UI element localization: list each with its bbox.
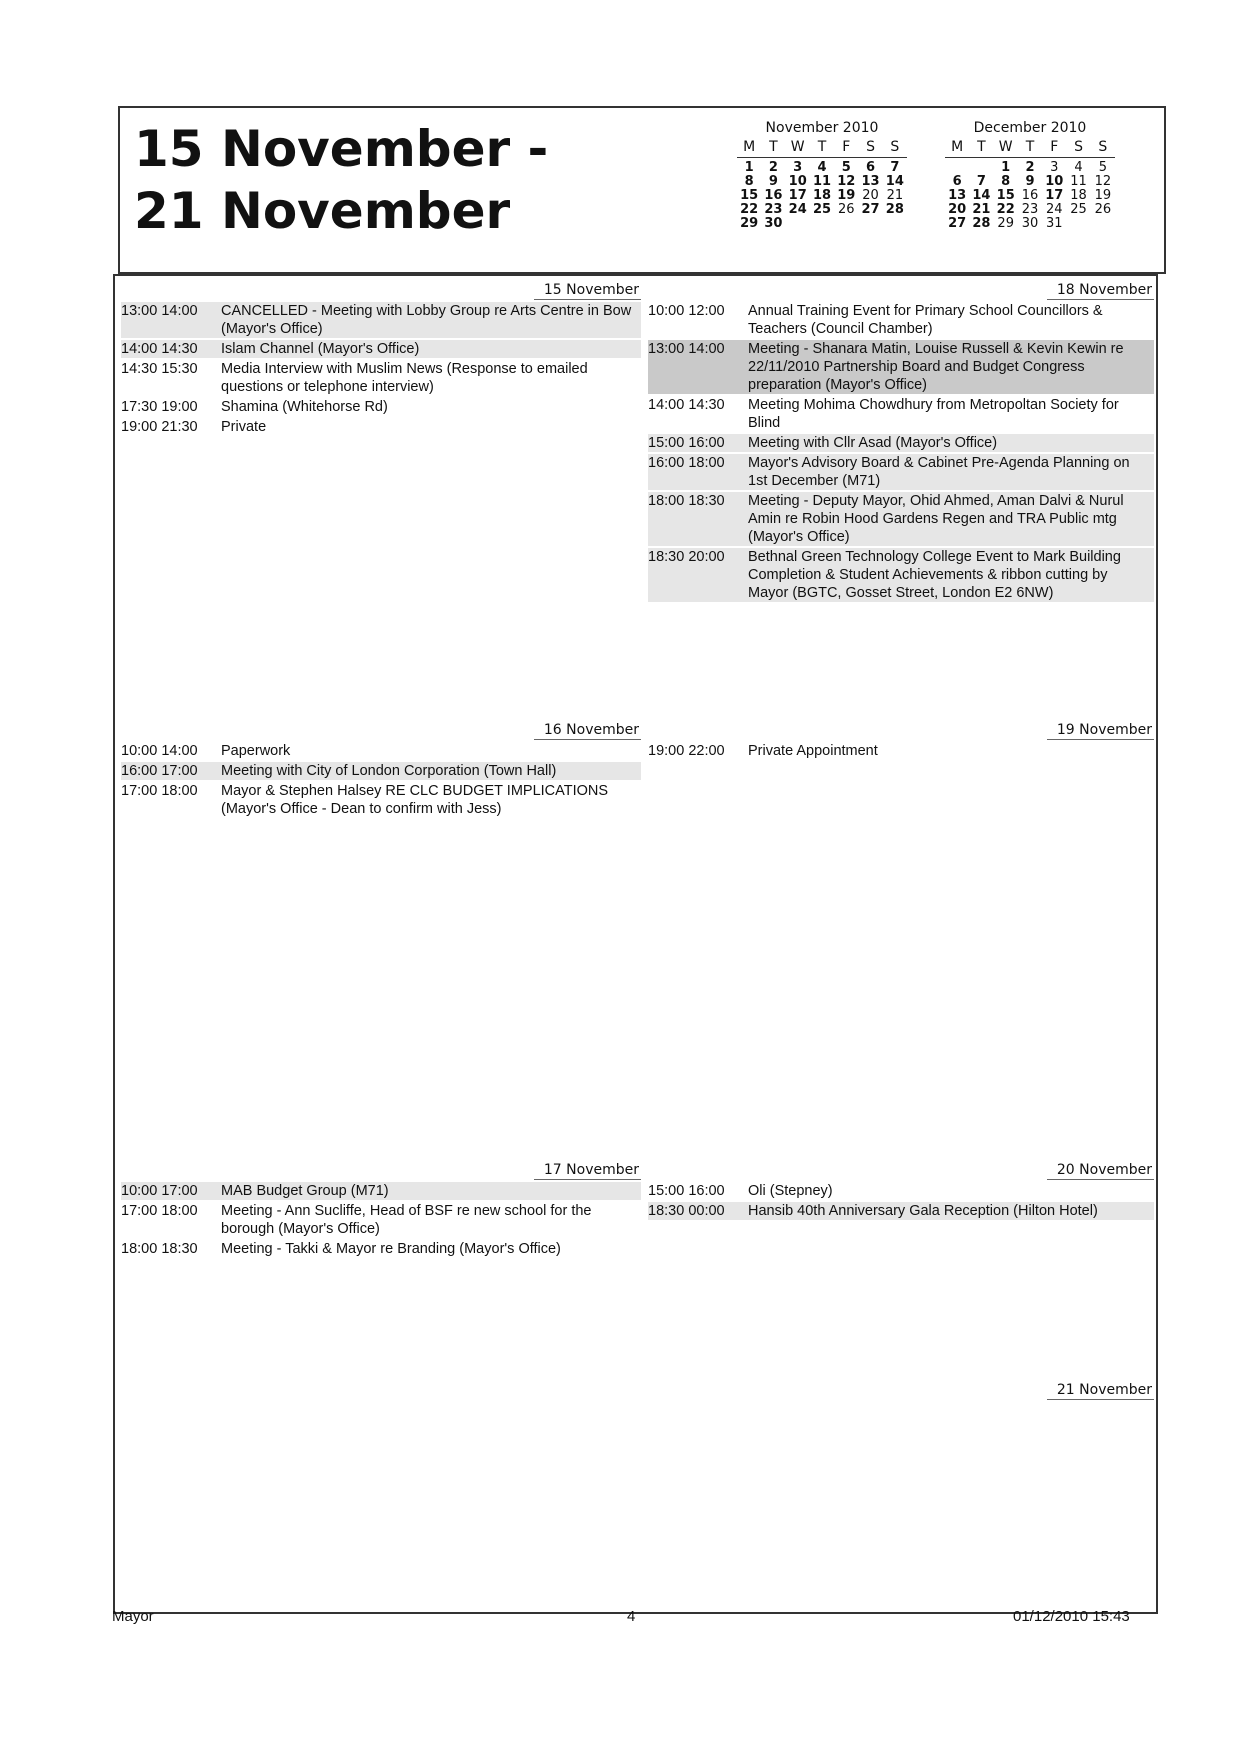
calendar-event[interactable] — [121, 762, 641, 780]
event-time: 19:00 21:30 — [121, 419, 198, 435]
calendar-day[interactable]: 24 — [788, 202, 807, 217]
calendar-day[interactable]: 13 — [861, 174, 880, 189]
calendar-day[interactable]: 28 — [885, 202, 904, 217]
calendar-day[interactable]: 9 — [1025, 174, 1035, 189]
day-date: 17 November — [534, 1162, 641, 1180]
calendar-day[interactable]: 11 — [1070, 174, 1087, 189]
weekday-label: S — [866, 139, 875, 155]
weekday-label: F — [1050, 139, 1059, 155]
calendar-day[interactable]: 1 — [1001, 160, 1011, 175]
calendar-day[interactable]: 12 — [1094, 174, 1112, 189]
event-time: 14:30 15:30 — [121, 361, 198, 377]
event-time: 19:00 22:00 — [648, 743, 725, 759]
event-list — [121, 302, 641, 438]
mini-calendar-december — [945, 122, 1115, 231]
calendar-blank — [969, 161, 993, 175]
event-time: 10:00 17:00 — [121, 1182, 221, 1200]
calendar-title: December 2010 — [973, 120, 1087, 136]
event-description: Bethnal Green Technology College Event to Mark Building Completion & Student Achievements & ribbon cutting by Mayor (BGTC, Gosset Street, London E2 6NW) — [748, 548, 1154, 602]
calendar-day[interactable]: 18 — [1070, 188, 1087, 203]
event-description: Islam Channel (Mayor's Office) — [221, 340, 641, 358]
week-title: 15 November - 21 November — [134, 120, 549, 240]
calendar-day[interactable]: 30 — [764, 216, 783, 231]
calendar-day[interactable]: 20 — [948, 202, 967, 217]
event-description: Meeting Mohima Chowdhury from Metropoltan Society for Blind — [748, 397, 1119, 431]
event-description: Meeting with Cllr Asad (Mayor's Office) — [748, 434, 1154, 452]
calendar-day[interactable]: 25 — [812, 202, 832, 217]
day-cell-16-november — [121, 722, 641, 1152]
calendar-day[interactable]: 27 — [948, 216, 967, 231]
day-cell-15-november — [121, 282, 641, 712]
calendar-day[interactable]: 8 — [744, 174, 754, 189]
event-time: 17:30 19:00 — [121, 399, 198, 415]
event-time: 15:00 16:00 — [648, 434, 748, 452]
footer-page-number: 4 — [627, 1608, 636, 1625]
calendar-day[interactable]: 2 — [768, 160, 778, 175]
event-list — [648, 302, 1154, 604]
calendar-day[interactable]: 4 — [817, 160, 827, 175]
event-time: 17:00 18:00 — [121, 783, 198, 799]
calendar-event[interactable] — [648, 434, 1154, 452]
calendar-event[interactable] — [121, 1202, 641, 1238]
event-description: Meeting - Takki & Mayor re Branding (Mayor's Office) — [221, 1241, 561, 1257]
weekday-label: W — [790, 139, 805, 155]
event-time: 18:30 20:00 — [648, 548, 748, 602]
event-list — [121, 742, 641, 820]
weekday-label: W — [998, 139, 1013, 155]
day-date: 20 November — [1047, 1162, 1154, 1180]
weekday-label: T — [817, 139, 827, 155]
calendar-event[interactable] — [648, 548, 1154, 602]
calendar-day[interactable]: 3 — [793, 160, 803, 175]
event-time: 18:30 00:00 — [648, 1202, 748, 1220]
calendar-event[interactable] — [121, 742, 641, 760]
calendar-event[interactable] — [648, 492, 1154, 546]
calendar-event[interactable] — [121, 1240, 641, 1258]
calendar-day[interactable]: 4 — [1074, 160, 1083, 175]
event-time: 18:00 18:30 — [121, 1241, 198, 1257]
day-cell-21-november — [648, 1382, 1154, 1602]
calendar-day[interactable]: 26 — [838, 202, 855, 217]
calendar-day-labels — [737, 141, 907, 158]
calendar-event[interactable] — [648, 396, 1154, 432]
calendar-day-labels — [945, 141, 1115, 158]
footer-timestamp: 01/12/2010 15:43 — [1013, 1608, 1130, 1625]
calendar-day[interactable]: 20 — [862, 188, 879, 203]
calendar-day[interactable]: 22 — [996, 202, 1015, 217]
calendar-day[interactable]: 6 — [952, 174, 962, 189]
calendar-title: November 2010 — [765, 120, 879, 136]
calendar-day[interactable]: 19 — [1094, 188, 1112, 203]
day-date: 16 November — [534, 722, 641, 740]
day-cell-18-november — [648, 282, 1154, 712]
day-date: 19 November — [1047, 722, 1154, 740]
calendar-day[interactable]: 10 — [1045, 174, 1064, 189]
calendar-day[interactable]: 13 — [948, 188, 967, 203]
calendar-event[interactable] — [648, 340, 1154, 394]
event-description: Meeting - Ann Sucliffe, Head of BSF re new school for the borough (Mayor's Office) — [221, 1203, 592, 1237]
calendar-day[interactable]: 10 — [788, 174, 807, 189]
calendar-day[interactable]: 14 — [885, 174, 904, 189]
calendar-day[interactable]: 17 — [1045, 188, 1064, 203]
event-description: Meeting - Shanara Matin, Louise Russell & Kevin Kewin re 22/11/2010 Partnership Board and Budget Congress preparation (Mayor's Office) — [748, 340, 1154, 394]
calendar-day[interactable]: 19 — [837, 188, 856, 203]
event-description: Hansib 40th Anniversary Gala Reception (Hilton Hotel) — [748, 1202, 1154, 1220]
event-list — [648, 742, 1154, 762]
calendar-day[interactable]: 31 — [1046, 216, 1063, 231]
calendar-day[interactable]: 15 — [740, 188, 759, 203]
weekday-label: M — [743, 139, 756, 155]
event-time: 17:00 18:00 — [121, 1203, 198, 1219]
event-time: 14:00 14:30 — [648, 397, 725, 413]
calendar-day[interactable]: 5 — [841, 160, 851, 175]
weekday-label: T — [769, 139, 778, 155]
event-description: Media Interview with Muslim News (Response to emailed questions or telephone interview) — [221, 361, 588, 395]
event-description: Paperwork — [221, 743, 291, 759]
footer-owner: Mayor — [112, 1608, 154, 1625]
event-time: 13:00 14:00 — [121, 302, 221, 338]
calendar-day[interactable]: 21 — [886, 188, 904, 203]
calendar-grid — [737, 161, 907, 231]
calendar-day[interactable]: 9 — [768, 174, 778, 189]
event-description: Private Appointment — [748, 743, 878, 759]
event-time: 18:00 18:30 — [648, 492, 748, 546]
event-description: Meeting - Deputy Mayor, Ohid Ahmed, Aman Dalvi & Nurul Amin re Robin Hood Gardens Regen and TRA Public mtg (Mayor's Office) — [748, 492, 1154, 546]
calendar-day[interactable]: 7 — [976, 174, 986, 189]
calendar-day[interactable]: 26 — [1094, 202, 1112, 217]
weekday-label: M — [951, 139, 964, 155]
day-date: 21 November — [1047, 1382, 1154, 1400]
weekday-label: T — [1025, 139, 1035, 155]
calendar-day[interactable]: 30 — [1021, 216, 1039, 231]
calendar-day[interactable]: 29 — [740, 216, 759, 231]
calendar-day[interactable]: 8 — [1001, 174, 1011, 189]
calendar-day[interactable]: 21 — [972, 202, 991, 217]
weekday-label: S — [1098, 139, 1108, 155]
calendar-day[interactable]: 16 — [764, 188, 783, 203]
calendar-day[interactable]: 23 — [1021, 202, 1039, 217]
calendar-blank — [945, 161, 969, 175]
week-header — [118, 106, 1166, 274]
event-description: Shamina (Whitehorse Rd) — [221, 399, 388, 415]
calendar-day[interactable]: 27 — [861, 202, 880, 217]
calendar-day[interactable]: 18 — [812, 188, 832, 203]
event-description: Mayor's Advisory Board & Cabinet Pre-Agenda Planning on 1st December (M71) — [748, 454, 1154, 490]
calendar-event[interactable] — [121, 340, 641, 358]
calendar-day[interactable]: 2 — [1025, 160, 1035, 175]
day-cell-20-november — [648, 1162, 1154, 1362]
calendar-event[interactable] — [121, 398, 641, 416]
calendar-day[interactable]: 7 — [890, 160, 900, 175]
event-description: Oli (Stepney) — [748, 1183, 833, 1199]
mini-calendar-november — [737, 122, 907, 231]
event-description: CANCELLED - Meeting with Lobby Group re Arts Centre in Bow (Mayor's Office) — [221, 302, 641, 338]
day-date: 18 November — [1047, 282, 1154, 300]
calendar-day[interactable]: 11 — [812, 174, 832, 189]
calendar-day[interactable]: 23 — [764, 202, 783, 217]
event-time: 14:00 14:30 — [121, 340, 221, 358]
event-time: 10:00 12:00 — [648, 303, 725, 319]
event-description: MAB Budget Group (M71) — [221, 1182, 641, 1200]
calendar-event[interactable] — [648, 302, 1154, 338]
weekday-label: S — [1074, 139, 1083, 155]
calendar-day[interactable]: 17 — [788, 188, 807, 203]
event-list — [121, 1182, 641, 1260]
calendar-day[interactable]: 29 — [997, 216, 1014, 231]
calendar-day[interactable]: 3 — [1050, 160, 1059, 175]
event-description: Annual Training Event for Primary School Councillors & Teachers (Council Chamber) — [748, 303, 1103, 337]
calendar-event[interactable] — [121, 360, 641, 396]
calendar-event[interactable] — [121, 782, 641, 818]
event-description: Mayor & Stephen Halsey RE CLC BUDGET IMPLICATIONS (Mayor's Office - Dean to confirm with Jess) — [221, 783, 609, 817]
event-time: 13:00 14:00 — [648, 340, 748, 394]
week-schedule — [113, 274, 1158, 1614]
event-time: 16:00 17:00 — [121, 762, 221, 780]
calendar-event[interactable] — [121, 1182, 641, 1200]
calendar-day[interactable]: 6 — [866, 160, 876, 175]
event-time: 15:00 16:00 — [648, 1183, 725, 1199]
day-date: 15 November — [534, 282, 641, 300]
calendar-grid — [945, 161, 1115, 231]
calendar-day[interactable]: 16 — [1021, 188, 1039, 203]
event-description: Private — [221, 419, 267, 435]
calendar-event[interactable] — [648, 1202, 1154, 1220]
event-time: 16:00 18:00 — [648, 454, 748, 490]
day-cell-19-november — [648, 722, 1154, 1152]
event-description: Meeting with City of London Corporation (Town Hall) — [221, 762, 641, 780]
calendar-day[interactable]: 28 — [972, 216, 991, 231]
calendar-event[interactable] — [121, 302, 641, 338]
weekday-label: T — [977, 139, 986, 155]
calendar-day[interactable]: 1 — [744, 160, 754, 175]
calendar-day[interactable]: 24 — [1046, 202, 1063, 217]
calendar-event[interactable] — [648, 454, 1154, 490]
calendar-event[interactable] — [648, 742, 1154, 760]
calendar-day[interactable]: 14 — [972, 188, 991, 203]
calendar-day[interactable]: 15 — [996, 188, 1015, 203]
event-list — [648, 1182, 1154, 1222]
weekday-label: S — [890, 139, 900, 155]
calendar-day[interactable]: 5 — [1098, 160, 1107, 175]
calendar-event[interactable] — [121, 418, 641, 436]
calendar-event[interactable] — [648, 1182, 1154, 1200]
day-cell-17-november — [121, 1162, 641, 1602]
calendar-day[interactable]: 22 — [740, 202, 759, 217]
weekday-label: F — [842, 139, 851, 155]
event-time: 10:00 14:00 — [121, 743, 198, 759]
calendar-day[interactable]: 25 — [1070, 202, 1087, 217]
calendar-day[interactable]: 12 — [837, 174, 856, 189]
